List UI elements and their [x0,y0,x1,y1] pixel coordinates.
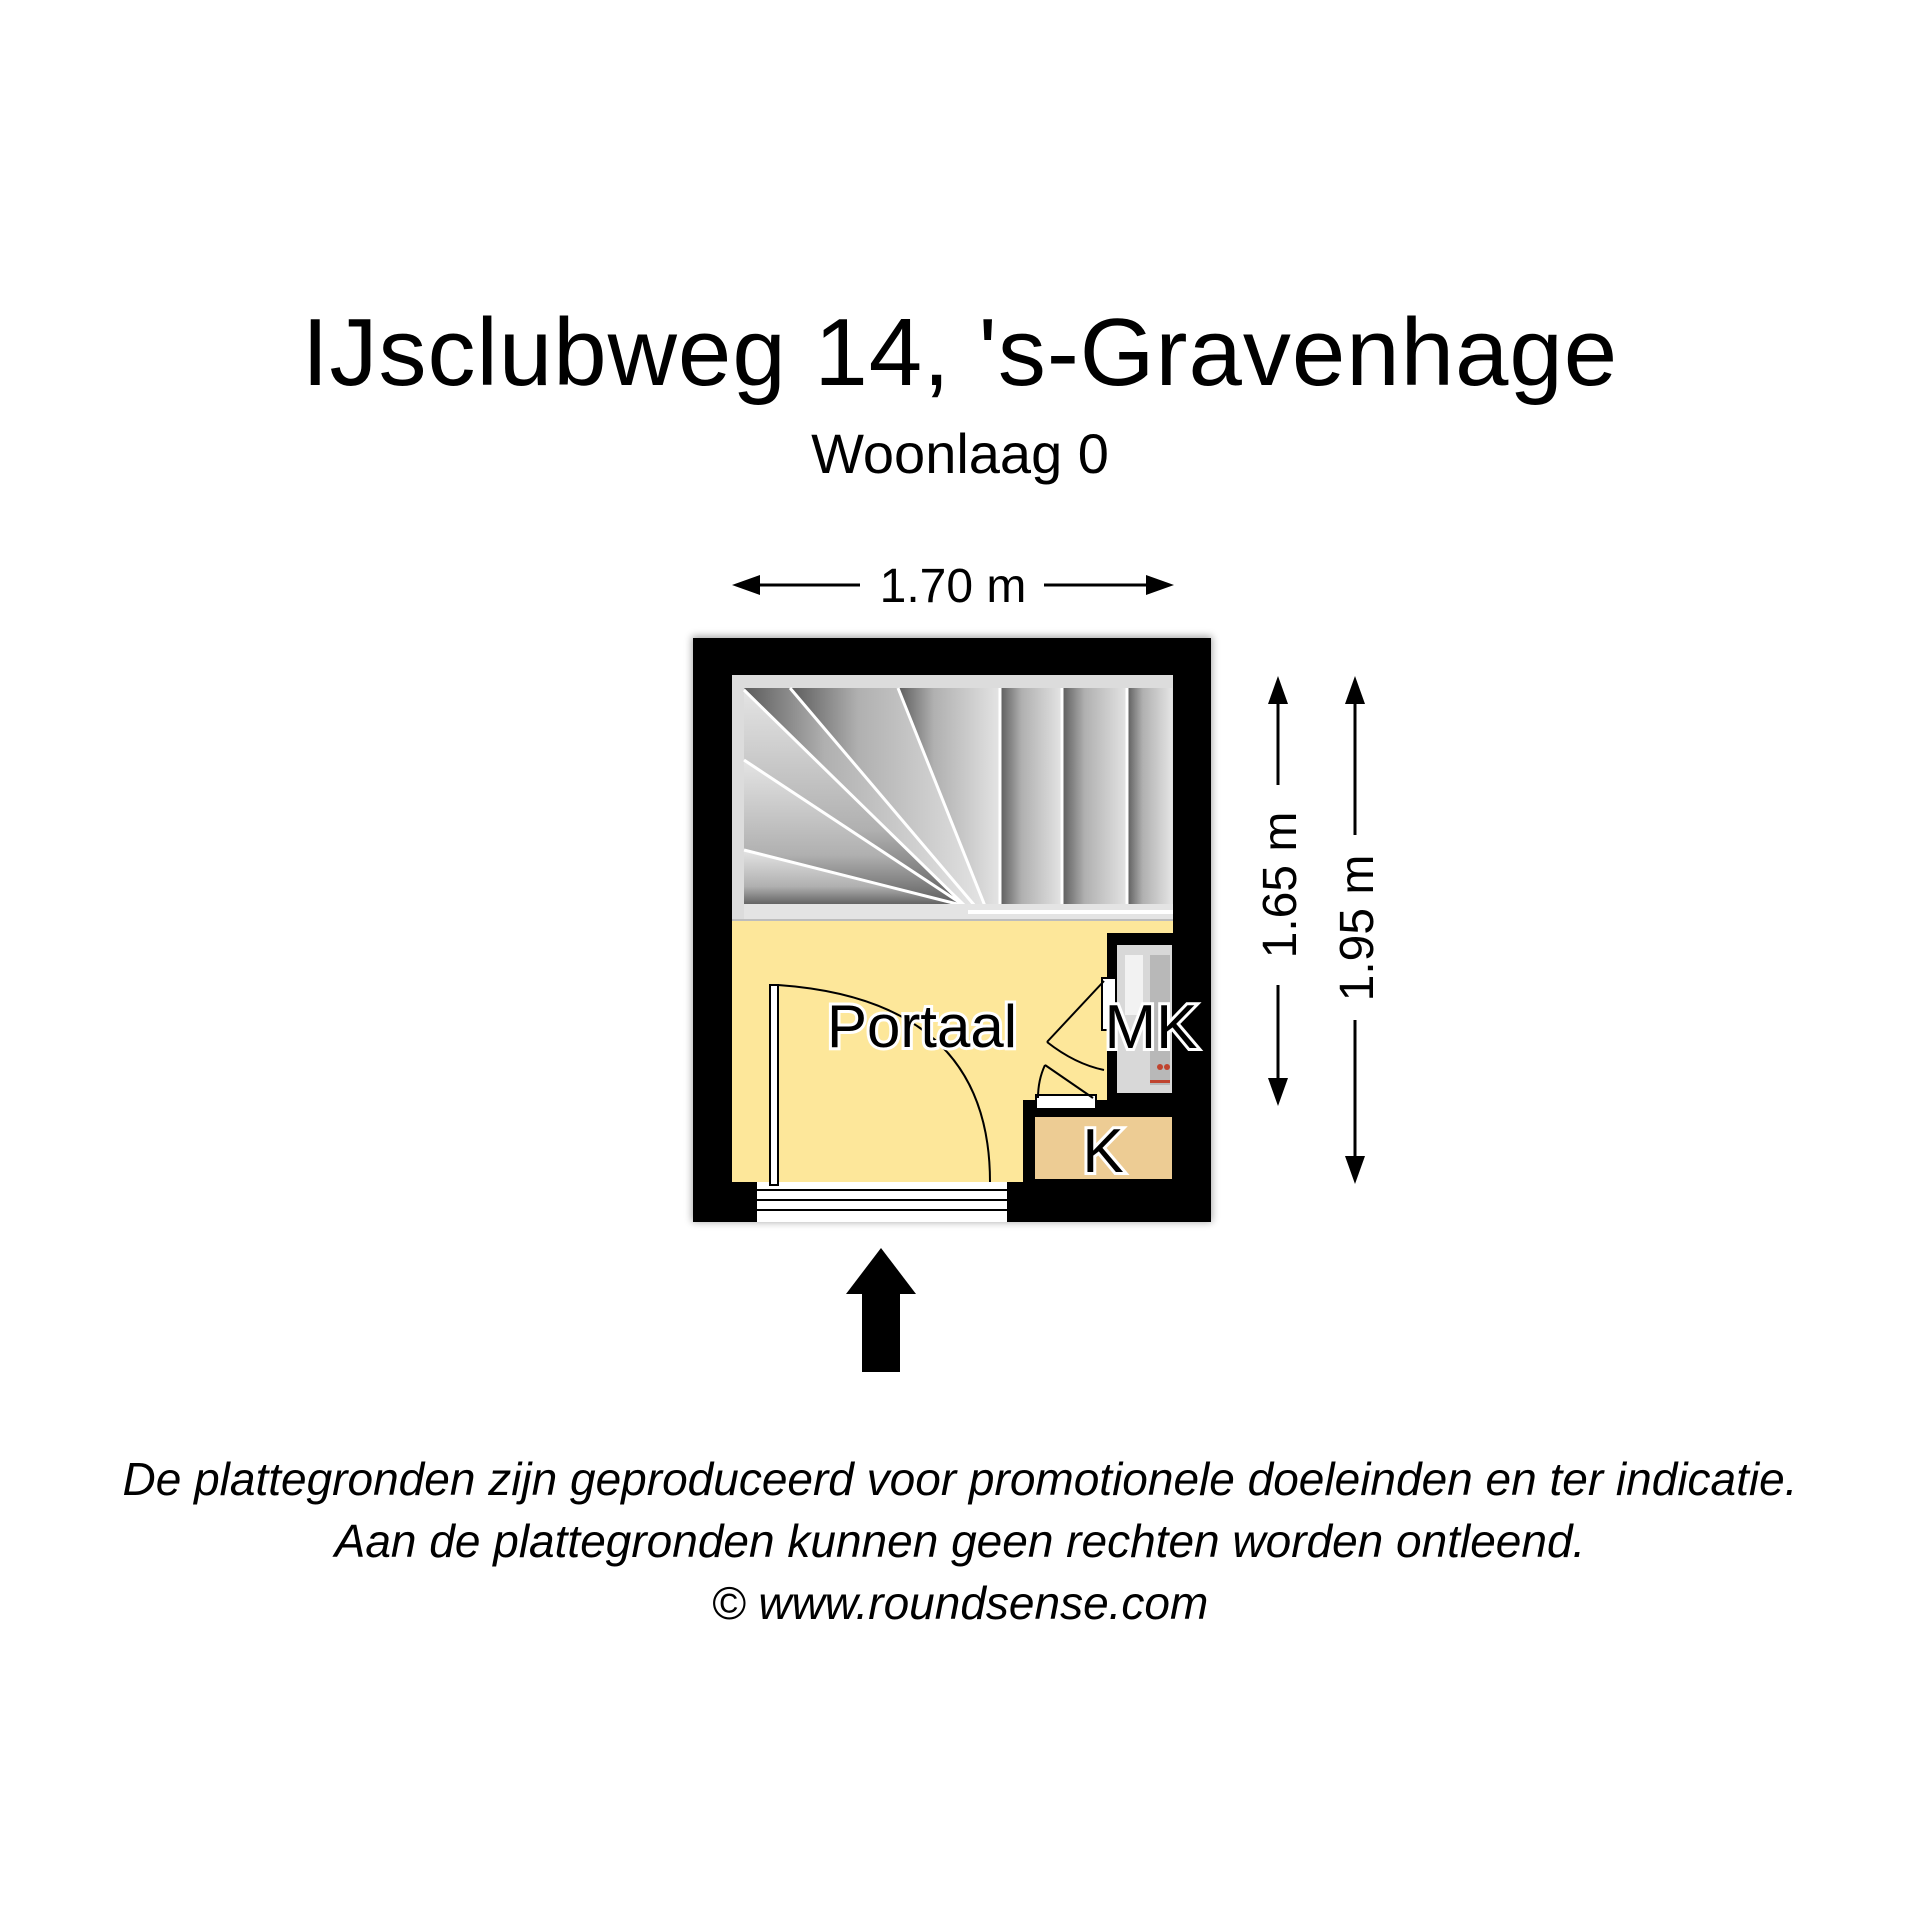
inner-height-dimension [1254,676,1307,1106]
inner-height-label: 1.65 m [1254,811,1307,959]
stairs-icon [732,675,1173,921]
floor-subtitle: Woonlaag 0 [811,422,1109,485]
outer-height-label: 1.95 m [1331,854,1384,1002]
outer-height-dimension [1331,676,1384,1184]
disclaimer-line-2: Aan de plattegronden kunnen geen rechten worden ontleend. [334,1515,1586,1567]
page-title: IJsclubweg 14, 's-Gravenhage [301,299,1619,406]
disclaimer [0,1448,1920,1634]
width-dimension-label: 1.70 m [879,560,1027,613]
room-label-k: K [1082,1117,1124,1186]
entrance-arrow-up-icon [846,1248,916,1372]
room-label-mk: MK [1104,993,1198,1062]
disclaimer-line-1: De plattegronden zijn geproduceerd voor promotionele doeleinden en ter indicatie. [122,1453,1798,1505]
room-label-portaal: Portaal [826,993,1018,1060]
copyright-text: © www.roundsense.com [711,1577,1209,1629]
width-dimension [732,560,1174,613]
